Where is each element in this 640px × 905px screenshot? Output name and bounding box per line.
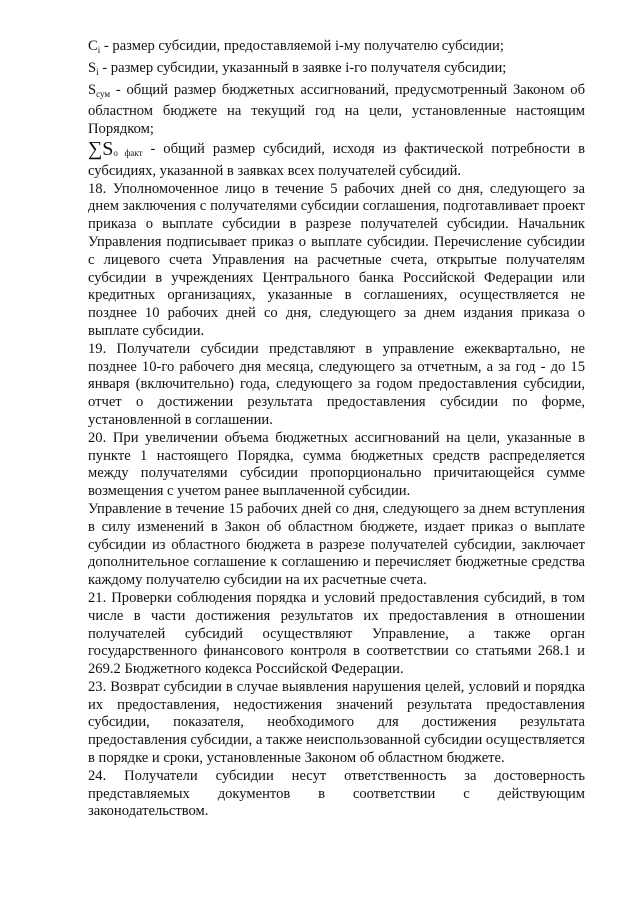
paragraph-20-management: Управление в течение 15 рабочих дней со дня, следующего за днем вступления в силу изменений в Закон об областном бюджете, издает приказ о выплате субсидии из областного бюджета в разрезе получателей субсидии, заключает дополнительное соглашение к соглашению и перечисляет бюджетные средства каждому получателю субсидии на их расчетные счета. — [88, 500, 585, 589]
definition-ci: $C_i$ - размер субсидии, предоставляемой i-му получателю субсидии; — [88, 38, 504, 55]
document-page — [88, 38, 585, 821]
paragraph-23: 23. Возврат субсидии в случае выявления нарушения целей, условий и порядка их предоставления, недостижения значений результата предоставления субсидии, показателя, необходимого для достижения результата предоставления субсидии, а также неиспользованной субсидии осуществляется в порядке и сроки, установленные Законом об областном бюджете. — [88, 678, 585, 767]
paragraph-20: 20. При увеличении объема бюджетных ассигнований на цели, указанные в пункте 1 настоящего Порядка, сумма бюджетных средств распределяется между получателями субсидии пропорционально причитающейся сумме возмещения с учетом ранее выплаченной субсидии. — [88, 429, 585, 500]
paragraph-21: 21. Проверки соблюдения порядка и условий предоставления субсидий, в том числе в части достижения результатов их предоставления в отношении получателей субсидий осуществляют Управление, а также орган государственного финансового контроля в соответствии со статьями 268.1 и 269.2 Бюджетного кодекса Российской Федерации. — [88, 589, 585, 678]
symbol-ssum: $S_{сум}$ — [88, 81, 111, 99]
definition-sfact: $\sum S_{о факт}$ - общий размер субсидий, исходя из фактической потребности в субсидиях, указанной в заявках всех получателей субсидий. — [88, 137, 586, 179]
paragraph-18: 18. Уполномоченное лицо в течение 5 рабочих дней со дня, следующего за днем заключения с получателями субсидии соглашения, подготавливает проект приказа о выплате субсидии в разрезе получателей субсидии. Начальник Управления подписывает приказ о выплате субсидии. Перечисление субсидии с лицевого счета Управления на расчетные счета, открытые получателям субсидии в учреждениях Центрального банка Российской Федерации или кредитных организациях, указанные в соглашениях, осуществляется не позднее 10 рабочих дней со дня, следующего за днем издания приказа о выплате субсидии. — [88, 180, 585, 339]
paragraph-19: 19. Получатели субсидии представляют в управление ежеквартально, не позднее 10-го рабочего дня месяца, следующего за отчетным, а за год - до 15 января (включительно) года, следующего за годом предоставления субсидии, отчет о достижении результата предоставления субсидии по форме, установленной в соглашении. — [88, 340, 585, 428]
paragraph-24: 24. Получатели субсидии несут ответственность за достоверность представляемых документов в соответствии с действующим законодательством. — [88, 767, 585, 820]
definition-ssum: $S_{сум}$ - общий размер бюджетных ассигнований, предусмотренный Законом об областном бюджете на текущий год на цели, установленные настоящим Порядком; — [88, 81, 585, 138]
symbol-sum-fact: $\sum S_{о факт}$ — [88, 137, 143, 160]
symbol-ci: $C_i$ — [88, 38, 101, 55]
symbol-si: $S_i$ — [88, 59, 99, 77]
definition-si: $S_i$ - размер субсидии, указанный в заявке i-го получателя субсидии; — [88, 59, 507, 77]
